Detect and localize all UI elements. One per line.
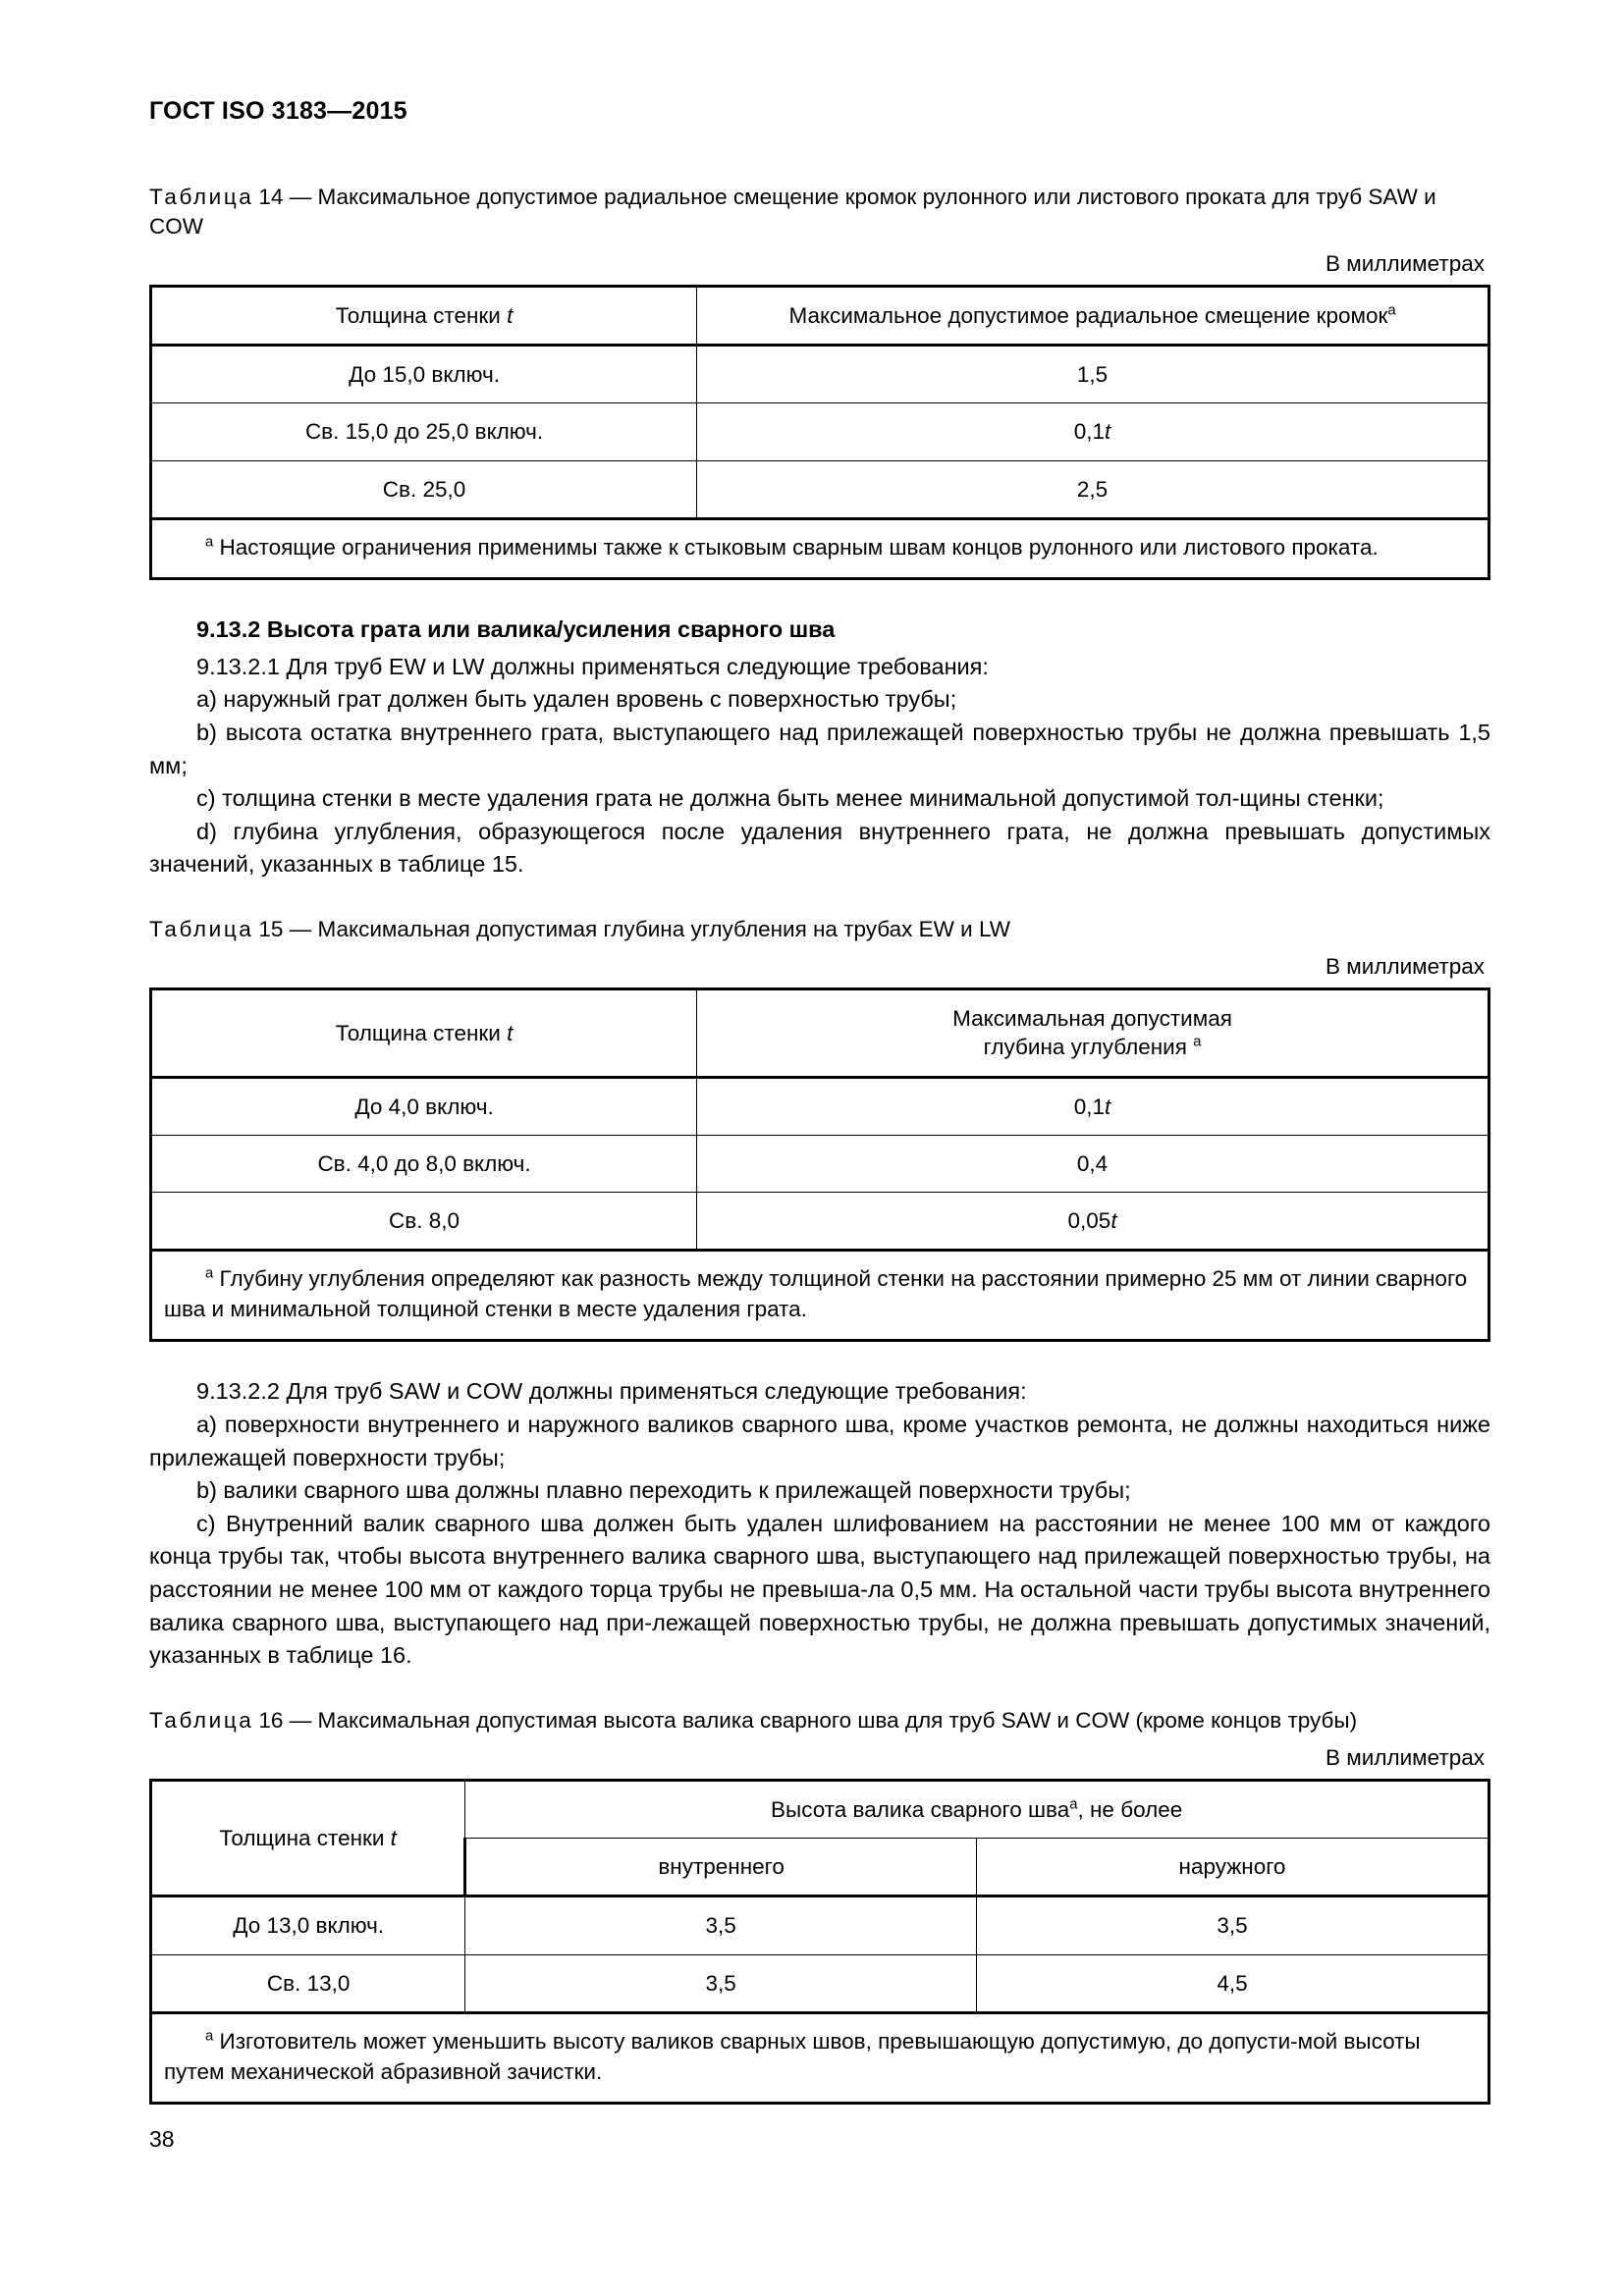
cell-value xyxy=(697,403,1489,460)
table-15-footnote xyxy=(151,1251,1489,1341)
value-number: 0,05 xyxy=(1067,1208,1111,1234)
table-14-caption xyxy=(149,183,1490,241)
cell-thickness: До 4,0 включ. xyxy=(151,1077,697,1135)
table-caption-word: Таблица xyxy=(149,184,254,209)
footnote-marker: a xyxy=(205,2028,214,2045)
table-14-units: В миллиметрах xyxy=(1326,250,1485,276)
table-15-caption-text: Максимальная допустимая глубина углубления на трубах EW и LW xyxy=(317,916,1011,941)
footnote-ref: a xyxy=(1387,302,1396,319)
cell-outer-value: 4,5 xyxy=(976,1954,1489,2012)
cell-value xyxy=(697,1135,1489,1192)
cell-inner-value: 3,5 xyxy=(465,1896,977,1954)
list-item-b: b) высота остатка внутреннего грата, выступающего над прилежащей поверхностью трубы не должна превышать 1,5 мм; xyxy=(149,719,1490,778)
list-item-a-2: a) поверхности внутреннего и наружного валиков сварного шва, кроме участков ремонта, не должны находиться ниже прилежащей поверхности трубы; xyxy=(149,1412,1490,1470)
running-head: ГОСТ ISO 3183—2015 xyxy=(149,97,407,125)
table-14 xyxy=(149,285,1490,581)
table-15-dash: — xyxy=(289,916,312,941)
table-16-number: 16 xyxy=(258,1707,284,1733)
section-heading-9-13-2: 9.13.2 Высота грата или валика/усиления сварного шва xyxy=(196,616,836,643)
table-15-header-row xyxy=(151,989,1489,1078)
table-14-footnote-row xyxy=(151,518,1489,579)
table-14-footnote xyxy=(151,518,1489,579)
value-italic: t xyxy=(1105,419,1111,445)
table-15 xyxy=(149,988,1490,1342)
table-row xyxy=(151,1896,1489,1954)
list-item-c: c) толщина стенки в месте удаления грата не должна быть менее минимальной допустимой тол-щины стенки; xyxy=(196,785,1384,812)
table-16-dash: — xyxy=(289,1707,312,1733)
value-italic: t xyxy=(1110,1208,1117,1234)
page-content xyxy=(149,98,1490,2105)
table-16-block xyxy=(149,1706,1490,2105)
table-16-footnote-row xyxy=(151,2012,1489,2103)
header-label: Высота валика сварного шва xyxy=(771,1796,1070,1822)
table-14-caption-text: Максимальное допустимое радиальное смещение кромок рулонного или листового проката для труб SAW и COW xyxy=(149,184,1436,239)
paragraph-9-13-2-2: 9.13.2.2 Для труб SAW и COW должны применяться следующие требования: xyxy=(196,1378,1027,1405)
table-16-header-span xyxy=(465,1780,1489,1838)
header-label: Максимальное допустимое радиальное смещение кромок xyxy=(788,302,1388,328)
table-16-footnote xyxy=(151,2012,1489,2103)
table-16-header-thickness xyxy=(151,1780,465,1896)
table-row xyxy=(151,1193,1489,1251)
header-label: Толщина стенки xyxy=(335,302,508,328)
italic-t: t xyxy=(507,302,514,328)
paragraph-9-13-2-1: 9.13.2.1 Для труб EW и LW должны применяться следующие требования: xyxy=(196,653,989,679)
header-label-line1: Максимальная допустимая xyxy=(952,1006,1232,1032)
header-label: Толщина стенки xyxy=(335,1020,508,1045)
header-label: Толщина стенки xyxy=(219,1826,391,1851)
table-15-caption xyxy=(149,915,1490,944)
table-14-header-thickness xyxy=(151,286,697,345)
table-16-caption-text: Максимальная допустимая высота валика сварного шва для труб SAW и COW (кроме концов трубы) xyxy=(317,1707,1358,1733)
table-14-header-row xyxy=(151,286,1489,345)
table-15-block xyxy=(149,915,1490,1343)
cell-value xyxy=(697,460,1489,518)
cell-outer-value: 3,5 xyxy=(976,1896,1489,1954)
table-15-header-depth xyxy=(697,989,1489,1078)
value-number: 0,4 xyxy=(1076,1150,1109,1176)
list-item-c-2: c) Внутренний валик сварного шва должен быть удален шлифованием на расстоянии не менее 100 мм от каждого конца трубы так, чтобы высота внутреннего валика сварного шва, выступающего над прилежащей поверхностью трубы, на расстоянии не менее 100 мм от каждого торца трубы не превыша-ла 0,5 мм. На остальной части трубы высота внутреннего валика сварного шва, выступающего над при-лежащей поверхностью трубы, не должна превышать допустимых значений, указанных в таблице 16. xyxy=(149,1510,1490,1669)
cell-thickness: Св. 15,0 до 25,0 включ. xyxy=(151,403,697,460)
table-14-dash: — xyxy=(289,184,312,209)
table-row xyxy=(151,403,1489,460)
cell-thickness: До 15,0 включ. xyxy=(151,346,697,403)
footnote-text: Глубину углубления определяют как разность между толщиной стенки на расстоянии примерно 25 мм от линии сварного шва и минимальной толщиной стенки в месте удаления грата. xyxy=(164,1266,1468,1321)
value-number: 0,1 xyxy=(1073,1094,1106,1119)
table-14-number: 14 xyxy=(258,184,284,209)
table-16-subheader-inner: внутреннего xyxy=(465,1839,977,1896)
table-16-header-row-1 xyxy=(151,1780,1489,1838)
cell-thickness: Св. 25,0 xyxy=(151,460,697,518)
footnote-marker: a xyxy=(205,534,214,551)
page-number: 38 xyxy=(149,2126,175,2152)
list-item-a: a) наружный грат должен быть удален вровень с поверхностью трубы; xyxy=(196,686,957,713)
table-14-header-offset xyxy=(697,286,1489,345)
table-row xyxy=(151,1077,1489,1135)
table-16-subheader-outer: наружного xyxy=(976,1839,1489,1896)
footnote-marker: a xyxy=(205,1265,214,1282)
list-item-d: d) глубина углубления, образующегося после удаления внутреннего грата, не должна превышать допустимых значений, указанных в таблице 15. xyxy=(149,818,1490,878)
table-row xyxy=(151,460,1489,518)
value-number: 1,5 xyxy=(1076,362,1109,388)
footnote-text: Изготовитель может уменьшить высоту валиков сварных швов, превышающую допустимую, до допусти-мой высоты путем механической абразивной зачистки. xyxy=(164,2028,1421,2084)
table-caption-word: Таблица xyxy=(149,916,254,941)
list-item-b-2: b) валики сварного шва должны плавно переходить к прилежащей поверхности трубы; xyxy=(196,1477,1131,1504)
table-15-header-thickness xyxy=(151,989,697,1078)
table-15-units: В миллиметрах xyxy=(1326,954,1485,980)
footnote-ref: a xyxy=(1069,1796,1078,1813)
cell-inner-value: 3,5 xyxy=(465,1954,977,2012)
table-15-footnote-row xyxy=(151,1251,1489,1341)
cell-value xyxy=(697,1077,1489,1135)
cell-thickness: Св. 13,0 xyxy=(151,1954,465,2012)
cell-value xyxy=(697,1193,1489,1251)
table-row xyxy=(151,1135,1489,1192)
table-caption-word: Таблица xyxy=(149,1707,254,1733)
italic-t: t xyxy=(390,1826,397,1851)
cell-thickness: Св. 4,0 до 8,0 включ. xyxy=(151,1135,697,1192)
table-row xyxy=(151,346,1489,403)
table-15-number: 15 xyxy=(258,916,284,941)
footnote-text: Настоящие ограничения применимы также к стыковым сварным швам концов рулонного или листового проката. xyxy=(219,534,1379,560)
cell-thickness: Св. 8,0 xyxy=(151,1193,697,1251)
italic-t: t xyxy=(507,1020,514,1045)
header-label-tail: , не более xyxy=(1077,1796,1183,1822)
value-number: 0,1 xyxy=(1073,419,1106,445)
cell-value xyxy=(697,346,1489,403)
table-16 xyxy=(149,1779,1490,2105)
table-16-caption xyxy=(149,1706,1490,1735)
footnote-ref: a xyxy=(1193,1034,1202,1050)
value-number: 2,5 xyxy=(1076,476,1109,502)
value-italic: t xyxy=(1105,1094,1111,1119)
table-14-block xyxy=(149,183,1490,581)
table-16-units: В миллиметрах xyxy=(1326,1744,1485,1770)
cell-thickness: До 13,0 включ. xyxy=(151,1896,465,1954)
table-row xyxy=(151,1954,1489,2012)
header-label-line2: глубина углубления xyxy=(983,1035,1194,1060)
